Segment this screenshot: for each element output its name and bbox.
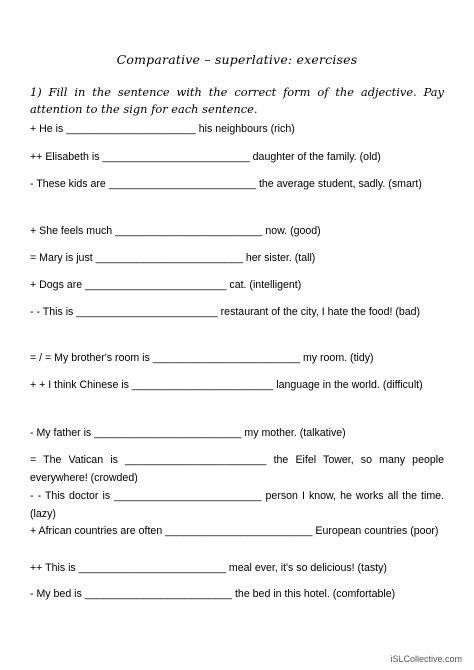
exercise-item: ++ Elisabeth is _________________________ daughter of the family. (old): [30, 151, 381, 163]
exercise-item: = The Vatican is ________________________ the Eifel Tower, so many people everywhere! (crowded): [30, 454, 444, 484]
exercise-item: = / = My brother's room is _________________________ my room. (tidy): [30, 352, 374, 364]
exercise-instruction: 1) Fill in the sentence with the correct form of the adjective. Pay attention to the sign for each sentence.: [30, 85, 444, 116]
exercise-item: + + I think Chinese is ________________________ language in the world. (difficult): [30, 379, 423, 391]
site-watermark: iSLCollective.com: [390, 654, 462, 664]
exercise-item: + Dogs are ________________________ cat. (intelligent): [30, 279, 302, 291]
worksheet-title: Comparative – superlative: exercises: [116, 52, 358, 67]
exercise-item: ++ This is _________________________ meal ever, it's so delicious! (tasty): [30, 562, 387, 574]
exercise-item: - My bed is _________________________ the bed in this hotel. (comfortable): [30, 588, 396, 600]
exercise-item: + He is ______________________ his neighbours (rich): [30, 123, 295, 135]
exercise-item: - These kids are _________________________ the average student, sadly. (smart): [30, 178, 422, 190]
exercise-item: + African countries are often _________________________ European countries (poor): [30, 525, 439, 537]
exercise-item: = Mary is just _________________________ her sister. (tall): [30, 252, 316, 264]
exercise-item: - - This is ________________________ restaurant of the city, I hate the food! (bad): [30, 306, 421, 318]
exercise-item: - My father is _________________________ my mother. (talkative): [30, 427, 346, 439]
exercise-item: - - This doctor is _________________________ person I know, he works all the time. (lazy): [30, 490, 444, 520]
exercise-item: + She feels much _________________________ now. (good): [30, 225, 321, 237]
